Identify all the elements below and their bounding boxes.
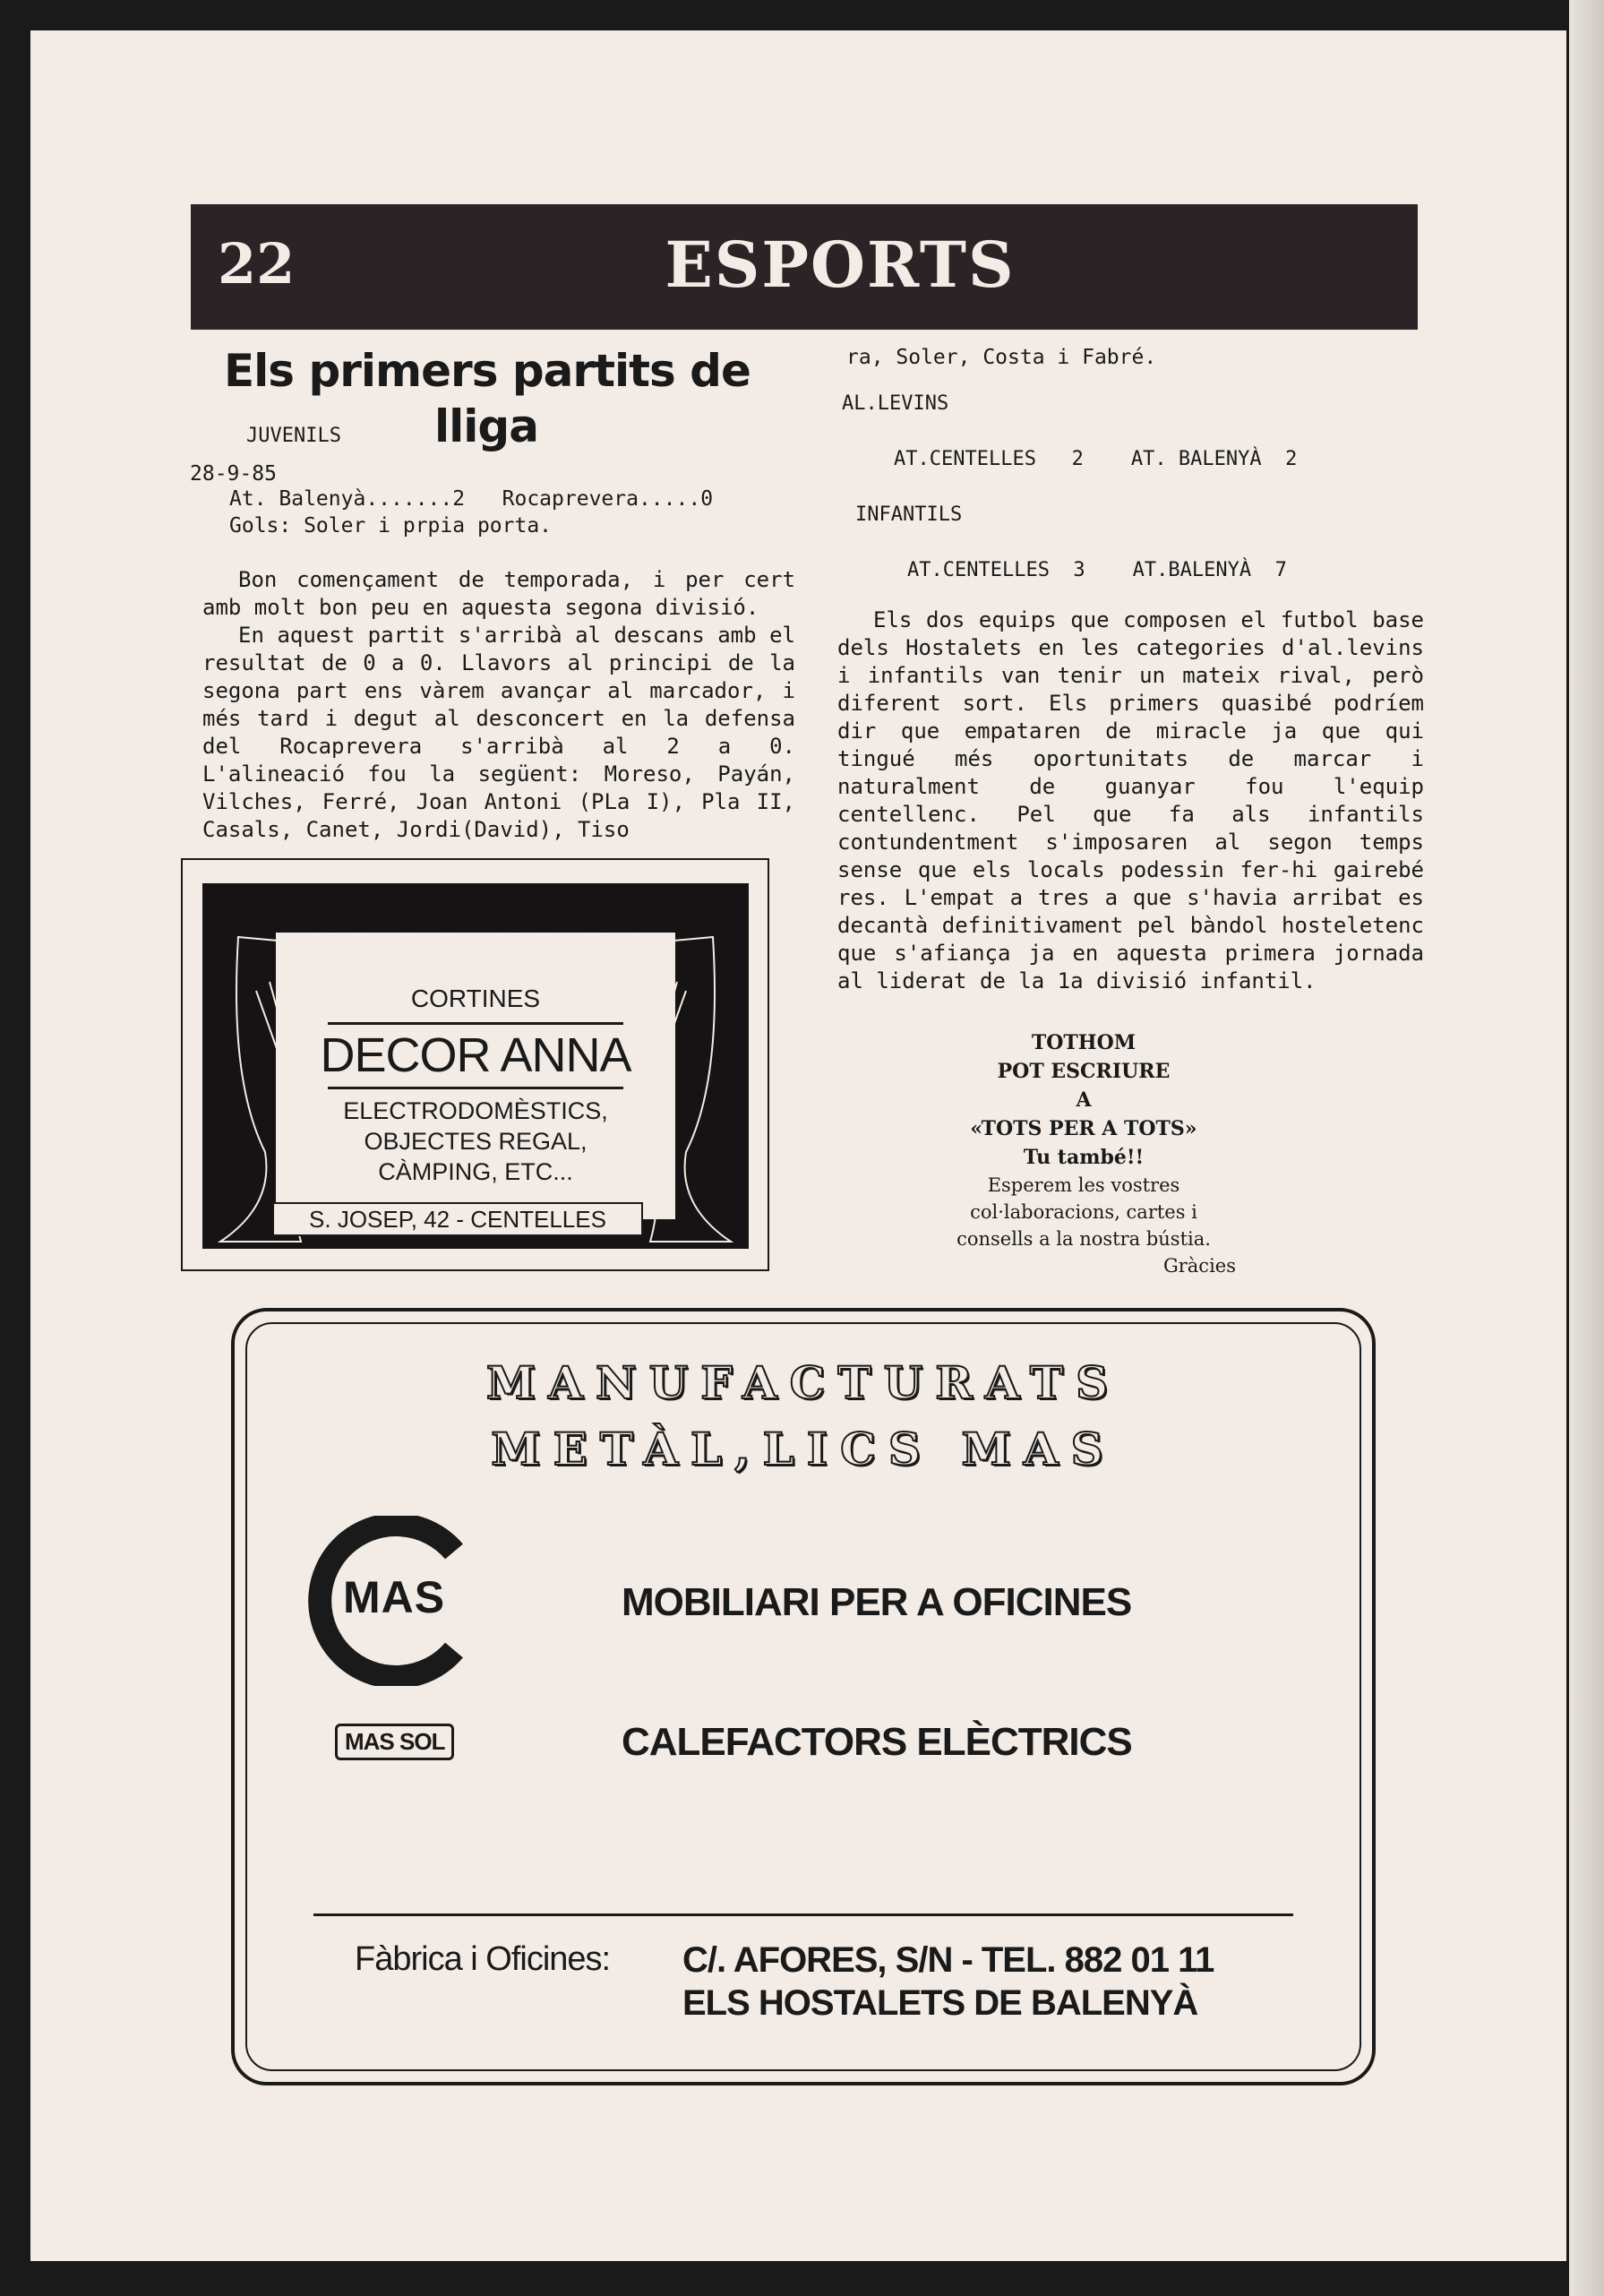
mas-title-2: METÀL,LICS MAS [491, 1423, 1116, 1475]
ad-line-5: CÀMPING, ETC... [378, 1158, 573, 1185]
notice-line-1: TOTHOM [1031, 1031, 1137, 1054]
mas-product-2: CALEFACTORS ELÈCTRICS [622, 1720, 1132, 1764]
al-levins-result: AT.CENTELLES 2 AT. BALENYÀ 2 [894, 448, 1298, 470]
ad-brand: DECOR ANNA [320, 1028, 631, 1082]
infantils-label: INFANTILS [855, 503, 963, 526]
al-levins-label: AL.LEVINS [842, 392, 949, 415]
section-header [191, 204, 1418, 330]
headline-line-1: Els primers partits de [224, 345, 751, 397]
mas-footer-address: C/. AFORES, S/N - TEL. 882 01 11 [682, 1940, 1214, 1980]
decor-anna-ad [181, 858, 769, 1271]
mas-logo-text: MAS [339, 1571, 449, 1623]
score-line: At. Balenyà.......2 Rocaprevera.....0 [229, 487, 714, 511]
article-body-left [202, 566, 795, 844]
ad-cortines: CORTINES [410, 985, 541, 1012]
match-date: 28-9-85 [190, 462, 277, 486]
headline-line-2: lliga [434, 400, 538, 452]
notice-line-5: Tu també!! [1023, 1146, 1145, 1169]
goals-line: Gols: Soler i prpia porta. [229, 514, 553, 537]
ad-rule-2 [328, 1087, 623, 1089]
paragraph-3: Els dos equips que composen el futbol base dels Hostalets en les categories d'al.levins i infantils van tenir un mateix rival, però diferent sort. Els primers quasibé podríem dir que empataren de miracle ja que qui tingué més oportunitats de marcar i naturalment de guanyar fou l'equip centellenc. Pel que fa als infantils contundentment s'imposaren al segon temps sense que els locals podessin fer-hi gairebé res. L'empat a tres a que s'havia arribat es decantà definitivament pel bàndol hosteletenc que s'afiança ja en aquesta primera jornada al liderat de la 1a divisió infantil. [837, 607, 1424, 993]
paragraph-1: Bon començament de temporada, i per cert amb molt bon peu en aquesta segona divisió. [202, 567, 795, 620]
ad-address: S. JOSEP, 42 - CENTELLES [272, 1202, 643, 1236]
ad-line-3: ELECTRODOMÈSTICS, [343, 1097, 608, 1124]
mas-sol-badge: MAS SOL [335, 1724, 454, 1760]
ad-rule [328, 1022, 623, 1025]
ad-curtain-frame [202, 883, 749, 1249]
mas-divider [313, 1913, 1293, 1916]
infantils-result: AT.CENTELLES 3 AT.BALENYÀ 7 [907, 559, 1287, 581]
ad-line-4: OBJECTES REGAL, [364, 1128, 588, 1155]
notice-line-2: POT ESCRIURE [997, 1060, 1171, 1083]
continuation-line: ra, Soler, Costa i Fabré. [846, 346, 1157, 369]
notice-line-8: consells a la nostra bústia. [956, 1228, 1211, 1250]
mas-ad [231, 1308, 1376, 2085]
notice-line-6: Esperem les vostres [987, 1174, 1180, 1196]
mas-footer-town: ELS HOSTALETS DE BALENYÀ [682, 1983, 1198, 2023]
paragraph-2: En aquest partit s'arribà al descans amb el resultat de 0 a 0. Llavors al principi de la segona part ens vàrem avançar al marcador, i més tard i degut al desconcert en la defensa del Rocaprevera s'arribà al 2 a 0. L'alineació fou la següent: Moreso, Payán, Vilches, Ferré, Joan Antoni (PLa I), Pla II, Casals, Canet, Jordi(David), Tiso [202, 623, 795, 842]
mas-title-1: MANUFACTURATS [485, 1356, 1121, 1409]
notice-line-4: «TOTS PER A TOTS» [970, 1117, 1197, 1140]
article-body-right [837, 606, 1424, 995]
category-label: JUVENILS [246, 425, 341, 447]
tots-per-a-tots-notice [896, 1028, 1272, 1279]
mas-footer-label: Fàbrica i Oficines: [355, 1940, 611, 1978]
section-title: ESPORTS [665, 228, 1016, 302]
notice-signoff: Gràcies [1162, 1255, 1236, 1277]
notice-line-3: A [1076, 1088, 1092, 1112]
page-number: 22 [218, 231, 296, 297]
notice-line-7: col·laboracions, cartes i [970, 1201, 1197, 1223]
ad-panel [276, 933, 675, 1219]
page-edge [1569, 0, 1604, 2296]
mas-product-1: MOBILIARI PER A OFICINES [622, 1580, 1132, 1624]
